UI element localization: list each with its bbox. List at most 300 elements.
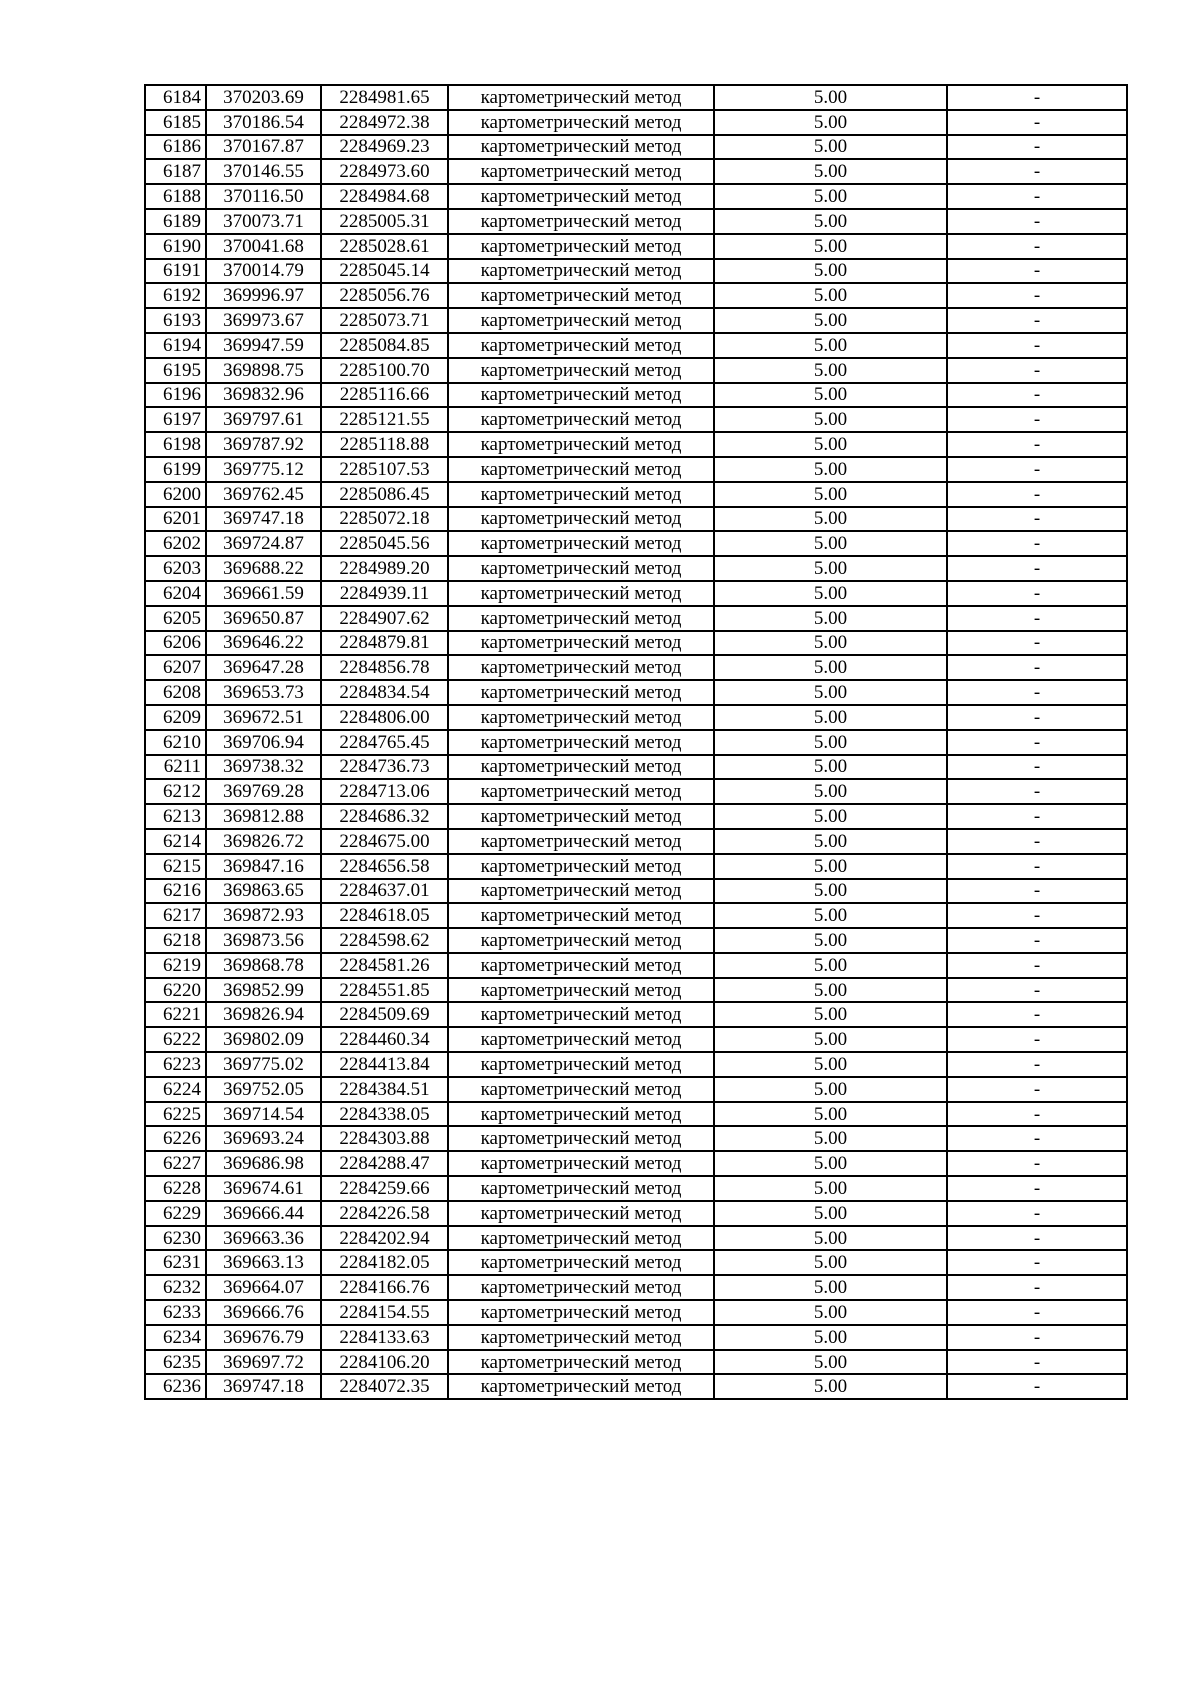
method-cell: картометрический метод (448, 680, 714, 705)
note-cell: - (947, 1226, 1127, 1251)
x-coordinate-cell: 370073.71 (206, 209, 321, 234)
accuracy-cell: 5.00 (714, 556, 947, 581)
point-number-cell: 6210 (145, 730, 206, 755)
point-number-cell: 6216 (145, 879, 206, 904)
accuracy-cell: 5.00 (714, 1176, 947, 1201)
y-coordinate-cell: 2284939.11 (321, 581, 448, 606)
table-row (145, 209, 1127, 234)
y-coordinate-cell: 2284686.32 (321, 804, 448, 829)
accuracy-cell: 5.00 (714, 1374, 947, 1399)
x-coordinate-cell: 369797.61 (206, 407, 321, 432)
point-number-cell: 6233 (145, 1300, 206, 1325)
table-row (145, 680, 1127, 705)
x-coordinate-cell: 369653.73 (206, 680, 321, 705)
y-coordinate-cell: 2284581.26 (321, 953, 448, 978)
point-number-cell: 6186 (145, 135, 206, 160)
accuracy-cell: 5.00 (714, 1250, 947, 1275)
table-row (145, 928, 1127, 953)
point-number-cell: 6209 (145, 705, 206, 730)
point-number-cell: 6217 (145, 903, 206, 928)
x-coordinate-cell: 369672.51 (206, 705, 321, 730)
method-cell: картометрический метод (448, 1350, 714, 1375)
note-cell: - (947, 135, 1127, 160)
note-cell: - (947, 755, 1127, 780)
table-row (145, 854, 1127, 879)
x-coordinate-cell: 369832.96 (206, 383, 321, 408)
x-coordinate-cell: 369787.92 (206, 432, 321, 457)
method-cell: картометрический метод (448, 928, 714, 953)
method-cell: картометрический метод (448, 482, 714, 507)
note-cell: - (947, 631, 1127, 656)
method-cell: картометрический метод (448, 705, 714, 730)
y-coordinate-cell: 2284989.20 (321, 556, 448, 581)
point-number-cell: 6202 (145, 531, 206, 556)
accuracy-cell: 5.00 (714, 1226, 947, 1251)
y-coordinate-cell: 2285045.56 (321, 531, 448, 556)
x-coordinate-cell: 369812.88 (206, 804, 321, 829)
x-coordinate-cell: 369747.18 (206, 1374, 321, 1399)
x-coordinate-cell: 369650.87 (206, 606, 321, 631)
accuracy-cell: 5.00 (714, 159, 947, 184)
method-cell: картометрический метод (448, 829, 714, 854)
note-cell: - (947, 259, 1127, 284)
point-number-cell: 6195 (145, 358, 206, 383)
method-cell: картометрический метод (448, 1102, 714, 1127)
point-number-cell: 6201 (145, 507, 206, 532)
point-number-cell: 6207 (145, 655, 206, 680)
accuracy-cell: 5.00 (714, 854, 947, 879)
table-row (145, 358, 1127, 383)
y-coordinate-cell: 2284856.78 (321, 655, 448, 680)
point-number-cell: 6198 (145, 432, 206, 457)
accuracy-cell: 5.00 (714, 1350, 947, 1375)
note-cell: - (947, 308, 1127, 333)
point-number-cell: 6188 (145, 184, 206, 209)
y-coordinate-cell: 2284618.05 (321, 903, 448, 928)
note-cell: - (947, 85, 1127, 110)
table-row (145, 903, 1127, 928)
table-row (145, 779, 1127, 804)
table-row (145, 457, 1127, 482)
table-row (145, 308, 1127, 333)
y-coordinate-cell: 2285072.18 (321, 507, 448, 532)
accuracy-cell: 5.00 (714, 432, 947, 457)
point-number-cell: 6200 (145, 482, 206, 507)
note-cell: - (947, 1027, 1127, 1052)
accuracy-cell: 5.00 (714, 1151, 947, 1176)
accuracy-cell: 5.00 (714, 184, 947, 209)
point-number-cell: 6185 (145, 110, 206, 135)
accuracy-cell: 5.00 (714, 283, 947, 308)
method-cell: картометрический метод (448, 1325, 714, 1350)
x-coordinate-cell: 369752.05 (206, 1077, 321, 1102)
method-cell: картометрический метод (448, 1201, 714, 1226)
note-cell: - (947, 556, 1127, 581)
method-cell: картометрический метод (448, 1300, 714, 1325)
accuracy-cell: 5.00 (714, 606, 947, 631)
point-number-cell: 6208 (145, 680, 206, 705)
method-cell: картометрический метод (448, 556, 714, 581)
note-cell: - (947, 705, 1127, 730)
y-coordinate-cell: 2284166.76 (321, 1275, 448, 1300)
note-cell: - (947, 829, 1127, 854)
method-cell: картометрический метод (448, 234, 714, 259)
x-coordinate-cell: 369686.98 (206, 1151, 321, 1176)
accuracy-cell: 5.00 (714, 1027, 947, 1052)
y-coordinate-cell: 2284806.00 (321, 705, 448, 730)
point-number-cell: 6228 (145, 1176, 206, 1201)
point-number-cell: 6203 (145, 556, 206, 581)
accuracy-cell: 5.00 (714, 1201, 947, 1226)
note-cell: - (947, 1201, 1127, 1226)
note-cell: - (947, 1350, 1127, 1375)
x-coordinate-cell: 369647.28 (206, 655, 321, 680)
accuracy-cell: 5.00 (714, 581, 947, 606)
point-number-cell: 6218 (145, 928, 206, 953)
point-number-cell: 6232 (145, 1275, 206, 1300)
y-coordinate-cell: 2285084.85 (321, 333, 448, 358)
note-cell: - (947, 1002, 1127, 1027)
method-cell: картометрический метод (448, 358, 714, 383)
point-number-cell: 6190 (145, 234, 206, 259)
note-cell: - (947, 978, 1127, 1003)
note-cell: - (947, 234, 1127, 259)
x-coordinate-cell: 370014.79 (206, 259, 321, 284)
x-coordinate-cell: 370186.54 (206, 110, 321, 135)
x-coordinate-cell: 369852.99 (206, 978, 321, 1003)
accuracy-cell: 5.00 (714, 1077, 947, 1102)
note-cell: - (947, 1176, 1127, 1201)
note-cell: - (947, 333, 1127, 358)
method-cell: картометрический метод (448, 1226, 714, 1251)
y-coordinate-cell: 2284154.55 (321, 1300, 448, 1325)
method-cell: картометрический метод (448, 953, 714, 978)
accuracy-cell: 5.00 (714, 1102, 947, 1127)
x-coordinate-cell: 369775.02 (206, 1052, 321, 1077)
note-cell: - (947, 680, 1127, 705)
accuracy-cell: 5.00 (714, 234, 947, 259)
point-number-cell: 6197 (145, 407, 206, 432)
y-coordinate-cell: 2284182.05 (321, 1250, 448, 1275)
point-number-cell: 6219 (145, 953, 206, 978)
note-cell: - (947, 531, 1127, 556)
y-coordinate-cell: 2284509.69 (321, 1002, 448, 1027)
point-number-cell: 6230 (145, 1226, 206, 1251)
note-cell: - (947, 1325, 1127, 1350)
note-cell: - (947, 1052, 1127, 1077)
method-cell: картометрический метод (448, 1052, 714, 1077)
note-cell: - (947, 209, 1127, 234)
x-coordinate-cell: 369666.44 (206, 1201, 321, 1226)
note-cell: - (947, 1126, 1127, 1151)
note-cell: - (947, 928, 1127, 953)
note-cell: - (947, 804, 1127, 829)
accuracy-cell: 5.00 (714, 730, 947, 755)
table-row (145, 1300, 1127, 1325)
accuracy-cell: 5.00 (714, 655, 947, 680)
table-row (145, 1002, 1127, 1027)
table-row (145, 1151, 1127, 1176)
y-coordinate-cell: 2284656.58 (321, 854, 448, 879)
note-cell: - (947, 358, 1127, 383)
table-row (145, 482, 1127, 507)
coordinates-table (144, 84, 1128, 1400)
y-coordinate-cell: 2285100.70 (321, 358, 448, 383)
table-row (145, 606, 1127, 631)
note-cell: - (947, 854, 1127, 879)
table-row (145, 1102, 1127, 1127)
accuracy-cell: 5.00 (714, 1002, 947, 1027)
accuracy-cell: 5.00 (714, 879, 947, 904)
y-coordinate-cell: 2284984.68 (321, 184, 448, 209)
method-cell: картометрический метод (448, 432, 714, 457)
accuracy-cell: 5.00 (714, 1126, 947, 1151)
table-row (145, 1374, 1127, 1399)
method-cell: картометрический метод (448, 209, 714, 234)
point-number-cell: 6224 (145, 1077, 206, 1102)
accuracy-cell: 5.00 (714, 308, 947, 333)
note-cell: - (947, 383, 1127, 408)
y-coordinate-cell: 2285118.88 (321, 432, 448, 457)
y-coordinate-cell: 2284202.94 (321, 1226, 448, 1251)
note-cell: - (947, 655, 1127, 680)
method-cell: картометрический метод (448, 978, 714, 1003)
table-row (145, 581, 1127, 606)
y-coordinate-cell: 2285086.45 (321, 482, 448, 507)
note-cell: - (947, 184, 1127, 209)
table-row (145, 804, 1127, 829)
method-cell: картометрический метод (448, 879, 714, 904)
point-number-cell: 6227 (145, 1151, 206, 1176)
table-row (145, 1275, 1127, 1300)
note-cell: - (947, 507, 1127, 532)
method-cell: картометрический метод (448, 184, 714, 209)
point-number-cell: 6199 (145, 457, 206, 482)
point-number-cell: 6211 (145, 755, 206, 780)
note-cell: - (947, 1102, 1127, 1127)
y-coordinate-cell: 2284384.51 (321, 1077, 448, 1102)
accuracy-cell: 5.00 (714, 358, 947, 383)
note-cell: - (947, 606, 1127, 631)
y-coordinate-cell: 2284713.06 (321, 779, 448, 804)
x-coordinate-cell: 369666.76 (206, 1300, 321, 1325)
point-number-cell: 6229 (145, 1201, 206, 1226)
y-coordinate-cell: 2284259.66 (321, 1176, 448, 1201)
note-cell: - (947, 159, 1127, 184)
table-row (145, 1201, 1127, 1226)
x-coordinate-cell: 369847.16 (206, 854, 321, 879)
x-coordinate-cell: 370203.69 (206, 85, 321, 110)
method-cell: картометрический метод (448, 755, 714, 780)
x-coordinate-cell: 369762.45 (206, 482, 321, 507)
x-coordinate-cell: 369706.94 (206, 730, 321, 755)
note-cell: - (947, 1374, 1127, 1399)
note-cell: - (947, 1250, 1127, 1275)
x-coordinate-cell: 370167.87 (206, 135, 321, 160)
note-cell: - (947, 581, 1127, 606)
y-coordinate-cell: 2285028.61 (321, 234, 448, 259)
accuracy-cell: 5.00 (714, 680, 947, 705)
method-cell: картометрический метод (448, 903, 714, 928)
table-row (145, 556, 1127, 581)
note-cell: - (947, 1275, 1127, 1300)
note-cell: - (947, 110, 1127, 135)
x-coordinate-cell: 369868.78 (206, 953, 321, 978)
table-row (145, 1027, 1127, 1052)
note-cell: - (947, 1300, 1127, 1325)
y-coordinate-cell: 2284598.62 (321, 928, 448, 953)
table-row (145, 159, 1127, 184)
point-number-cell: 6189 (145, 209, 206, 234)
accuracy-cell: 5.00 (714, 110, 947, 135)
y-coordinate-cell: 2284907.62 (321, 606, 448, 631)
point-number-cell: 6187 (145, 159, 206, 184)
method-cell: картометрический метод (448, 259, 714, 284)
table-row (145, 184, 1127, 209)
method-cell: картометрический метод (448, 1176, 714, 1201)
note-cell: - (947, 432, 1127, 457)
table-row (145, 135, 1127, 160)
accuracy-cell: 5.00 (714, 1325, 947, 1350)
x-coordinate-cell: 369676.79 (206, 1325, 321, 1350)
point-number-cell: 6235 (145, 1350, 206, 1375)
method-cell: картометрический метод (448, 85, 714, 110)
point-number-cell: 6205 (145, 606, 206, 631)
method-cell: картометрический метод (448, 135, 714, 160)
method-cell: картометрический метод (448, 283, 714, 308)
x-coordinate-cell: 369802.09 (206, 1027, 321, 1052)
y-coordinate-cell: 2284675.00 (321, 829, 448, 854)
note-cell: - (947, 457, 1127, 482)
y-coordinate-cell: 2284969.23 (321, 135, 448, 160)
point-number-cell: 6215 (145, 854, 206, 879)
y-coordinate-cell: 2284879.81 (321, 631, 448, 656)
x-coordinate-cell: 369898.75 (206, 358, 321, 383)
y-coordinate-cell: 2285045.14 (321, 259, 448, 284)
x-coordinate-cell: 370041.68 (206, 234, 321, 259)
method-cell: картометрический метод (448, 1151, 714, 1176)
y-coordinate-cell: 2284834.54 (321, 680, 448, 705)
y-coordinate-cell: 2285073.71 (321, 308, 448, 333)
accuracy-cell: 5.00 (714, 804, 947, 829)
table-row (145, 705, 1127, 730)
method-cell: картометрический метод (448, 655, 714, 680)
method-cell: картометрический метод (448, 1077, 714, 1102)
x-coordinate-cell: 369775.12 (206, 457, 321, 482)
y-coordinate-cell: 2284981.65 (321, 85, 448, 110)
note-cell: - (947, 283, 1127, 308)
method-cell: картометрический метод (448, 383, 714, 408)
method-cell: картометрический метод (448, 1374, 714, 1399)
x-coordinate-cell: 370116.50 (206, 184, 321, 209)
point-number-cell: 6223 (145, 1052, 206, 1077)
accuracy-cell: 5.00 (714, 482, 947, 507)
x-coordinate-cell: 369947.59 (206, 333, 321, 358)
y-coordinate-cell: 2284106.20 (321, 1350, 448, 1375)
point-number-cell: 6221 (145, 1002, 206, 1027)
x-coordinate-cell: 369688.22 (206, 556, 321, 581)
table-row (145, 407, 1127, 432)
x-coordinate-cell: 369996.97 (206, 283, 321, 308)
y-coordinate-cell: 2284303.88 (321, 1126, 448, 1151)
y-coordinate-cell: 2285107.53 (321, 457, 448, 482)
accuracy-cell: 5.00 (714, 259, 947, 284)
y-coordinate-cell: 2284338.05 (321, 1102, 448, 1127)
accuracy-cell: 5.00 (714, 457, 947, 482)
method-cell: картометрический метод (448, 1250, 714, 1275)
y-coordinate-cell: 2284288.47 (321, 1151, 448, 1176)
table-row (145, 1325, 1127, 1350)
note-cell: - (947, 730, 1127, 755)
x-coordinate-cell: 369661.59 (206, 581, 321, 606)
x-coordinate-cell: 369747.18 (206, 507, 321, 532)
x-coordinate-cell: 369973.67 (206, 308, 321, 333)
point-number-cell: 6184 (145, 85, 206, 110)
method-cell: картометрический метод (448, 581, 714, 606)
method-cell: картометрический метод (448, 159, 714, 184)
x-coordinate-cell: 369769.28 (206, 779, 321, 804)
method-cell: картометрический метод (448, 804, 714, 829)
y-coordinate-cell: 2285121.55 (321, 407, 448, 432)
table-row (145, 978, 1127, 1003)
accuracy-cell: 5.00 (714, 978, 947, 1003)
method-cell: картометрический метод (448, 457, 714, 482)
table-row (145, 655, 1127, 680)
method-cell: картометрический метод (448, 1027, 714, 1052)
table-row (145, 631, 1127, 656)
method-cell: картометрический метод (448, 110, 714, 135)
accuracy-cell: 5.00 (714, 135, 947, 160)
table-row (145, 383, 1127, 408)
table-row (145, 432, 1127, 457)
table-row (145, 531, 1127, 556)
table-row (145, 1126, 1127, 1151)
accuracy-cell: 5.00 (714, 829, 947, 854)
table-row (145, 730, 1127, 755)
table-row (145, 755, 1127, 780)
point-number-cell: 6193 (145, 308, 206, 333)
table-row (145, 333, 1127, 358)
table-row (145, 1052, 1127, 1077)
accuracy-cell: 5.00 (714, 953, 947, 978)
note-cell: - (947, 1077, 1127, 1102)
accuracy-cell: 5.00 (714, 85, 947, 110)
x-coordinate-cell: 370146.55 (206, 159, 321, 184)
accuracy-cell: 5.00 (714, 209, 947, 234)
point-number-cell: 6191 (145, 259, 206, 284)
point-number-cell: 6194 (145, 333, 206, 358)
x-coordinate-cell: 369826.72 (206, 829, 321, 854)
method-cell: картометрический метод (448, 730, 714, 755)
point-number-cell: 6236 (145, 1374, 206, 1399)
accuracy-cell: 5.00 (714, 333, 947, 358)
note-cell: - (947, 407, 1127, 432)
x-coordinate-cell: 369872.93 (206, 903, 321, 928)
table-row (145, 1350, 1127, 1375)
method-cell: картометрический метод (448, 779, 714, 804)
y-coordinate-cell: 2284765.45 (321, 730, 448, 755)
table-row (145, 85, 1127, 110)
note-cell: - (947, 879, 1127, 904)
table-row (145, 1176, 1127, 1201)
accuracy-cell: 5.00 (714, 705, 947, 730)
table-row (145, 953, 1127, 978)
accuracy-cell: 5.00 (714, 755, 947, 780)
accuracy-cell: 5.00 (714, 407, 947, 432)
point-number-cell: 6231 (145, 1250, 206, 1275)
x-coordinate-cell: 369724.87 (206, 531, 321, 556)
note-cell: - (947, 953, 1127, 978)
